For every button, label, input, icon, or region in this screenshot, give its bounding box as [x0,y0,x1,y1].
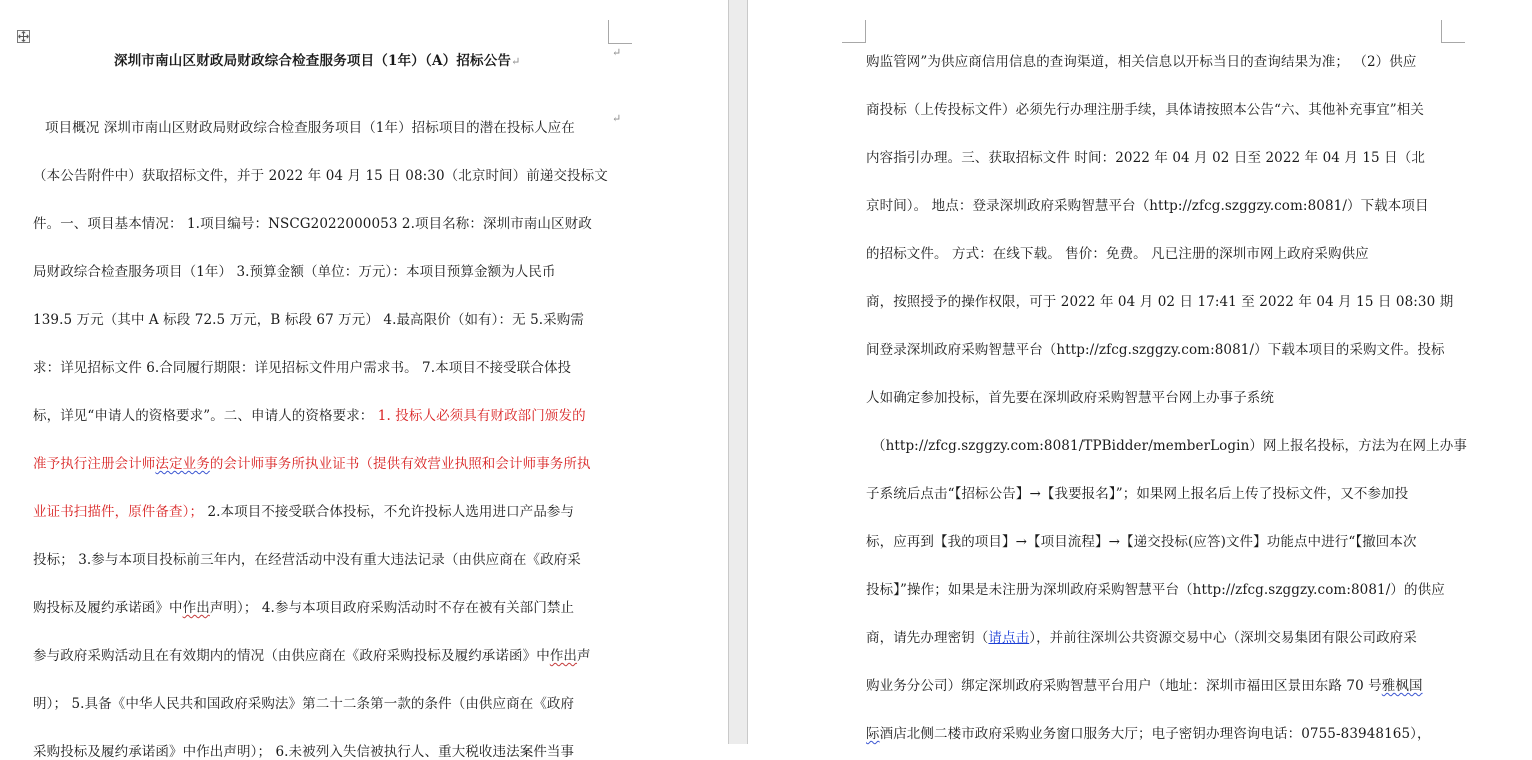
body-text: 参与政府采购活动且在有效期内的情况（由供应商在《政府采购投标及履约承诺函》中 [33,648,550,664]
body-line: 内容指引办理。三、获取招标文件 时间：2022 年 04 月 02 日至 2022 年 04 月 15 日（北 [866,150,1425,166]
body-text: 声明）； 4.参与本项目政府采购活动时不存在被有关部门禁止 [209,600,575,616]
body-line: 京时间）。 地点：登录深圳政府采购智慧平台（http://zfcg.szggzy.com:8081/）下载本项目 [866,198,1429,214]
body-line: 子系统后点击“【招标公告】→【我要报名】”；如果网上报名后上传了投标文件，又不参加投 [866,486,1409,502]
body-text: 酒店北侧二楼市政府采购业务窗口服务大厅；电子密钥办理咨询电话：0755-83948165）， [879,726,1431,742]
body-line: 购监管网”为供应商信用信息的查询渠道，相关信息以开标当日的查询结果为准； （2）供应 [866,54,1417,70]
body-line: 件。一、项目基本情况： 1.项目编号：NSCG2022000053 2.项目名称：深圳市南山区财政 [33,216,592,232]
grammar-flagged-text[interactable]: 法定业务 [155,456,210,472]
body-text: 标，详见“申请人的资格要求”。二、申请人的资格要求： [33,408,378,424]
body-text: 购业务分公司）绑定深圳政府采购智慧平台用户（地址：深圳市福田区景田东路 70 号 [866,678,1382,694]
page-edge [728,0,729,744]
body-text: 声 [577,648,591,664]
body-line [33,500,574,520]
body-line [33,452,591,472]
body-line [33,404,586,424]
highlighted-requirement-text: 业证书扫描件，原件备查）； [33,504,204,520]
document-title [114,49,521,69]
page-gap [728,0,748,744]
key-application-link[interactable]: 请点击 [988,630,1030,646]
body-line: （http://zfcg.szggzy.com:8081/TPBidder/memberLogin）网上报名投标，方法为在网上办事 [872,438,1467,454]
body-line [33,644,591,664]
body-line: 明）； 5.具备《中华人民共和国政府采购法》第二十二条第一款的条件（由供应商在《政府 [33,696,575,712]
page-edge [747,0,748,744]
highlighted-requirement-text: 的会计师事务所执业证书（提供有效营业执照和会计师事务所执 [209,456,591,472]
body-line: 的招标文件。 方式：在线下载。 售价：免费。 凡已注册的深圳市网上政府采购供应 [866,246,1369,262]
body-line: （本公告附件中）获取招标文件，并于 2022 年 04 月 15 日 08:30（北京时间）前递交投标文 [33,168,608,184]
spelling-flagged-text[interactable]: 作出 [182,600,210,616]
body-line: 人如确定参加投标，首先要在深圳政府采购智慧平台网上办事子系统 [866,390,1274,406]
body-line: 间登录深圳政府采购智慧平台（http://zfcg.szggzy.com:8081/）下载本项目的采购文件。投标 [866,342,1445,358]
body-line: 标，应再到【我的项目】→【项目流程】→【递交投标(应答)文件】功能点中进行“【撤回本次 [866,534,1417,550]
body-text: ），并前往深圳公共资源交易中心（深圳交易集团有限公司政府采 [1029,630,1417,646]
table-move-handle-icon[interactable] [17,30,30,43]
body-line: 项目概况 深圳市南山区财政局财政综合检查服务项目（1年）招标项目的潜在投标人应在 [45,120,575,136]
paragraph-mark: ↵ [612,46,622,59]
paragraph-mark: ↵ [511,55,521,68]
body-line: 139.5 万元（其中 A 标段 72.5 万元，B 标段 67 万元） 4.最高限价（如有）：无 5.采购需 [33,312,584,328]
body-text: 2.本项目不接受联合体投标，不允许投标人选用进口产品参与 [203,504,575,520]
paragraph-mark: ↵ [612,112,622,125]
margin-crop-mark [608,20,632,44]
body-line [866,626,1417,646]
body-line: 投标； 3.参与本项目投标前三年内，在经营活动中没有重大违法记录（由供应商在《政府采 [33,552,581,568]
body-line: 采购投标及履约承诺函》中作出声明）； 6.未被列入失信被执行人、重大税收违法案件当事 [33,744,575,760]
body-line: 商，按照授予的操作权限，可于 2022 年 04 月 02 日 17:41 至 2022 年 04 月 15 日 08:30 期 [866,294,1454,310]
grammar-flagged-text[interactable]: 际 [866,726,880,742]
body-line: 投标】”操作；如果是未注册为深圳政府采购智慧平台（http://zfcg.szggzy.com:8081/）的供应 [866,582,1445,598]
highlighted-requirement-text: 准予执行注册会计师 [33,456,156,472]
body-line [866,674,1423,694]
body-line: 局财政综合检查服务项目（1年） 3.预算金额（单位：万元）：本项目预算金额为人民币 [33,264,556,280]
margin-crop-mark [842,20,866,43]
margin-crop-mark [1441,20,1465,43]
grammar-flagged-text[interactable]: 雅枫国 [1381,678,1423,694]
body-line [866,722,1431,742]
body-line: 求：详见招标文件 6.合同履行期限：详见招标文件用户需求书。 7.本项目不接受联合体投 [33,360,572,376]
document-title-text: 深圳市南山区财政局财政综合检查服务项目（1年）（A）招标公告 [114,53,512,69]
document-page-left [0,0,728,760]
body-line [33,596,574,616]
highlighted-requirement-text: 1. 投标人必须具有财政部门颁发的 [377,408,586,424]
body-text: 购投标及履约承诺函》中 [33,600,183,616]
body-text: 商，请先办理密钥（ [866,630,989,646]
spelling-flagged-text[interactable]: 作出 [549,648,578,664]
body-line: 商投标（上传投标文件）必须先行办理注册手续，具体请按照本公告“六、其他补充事宜”相关 [866,102,1425,118]
